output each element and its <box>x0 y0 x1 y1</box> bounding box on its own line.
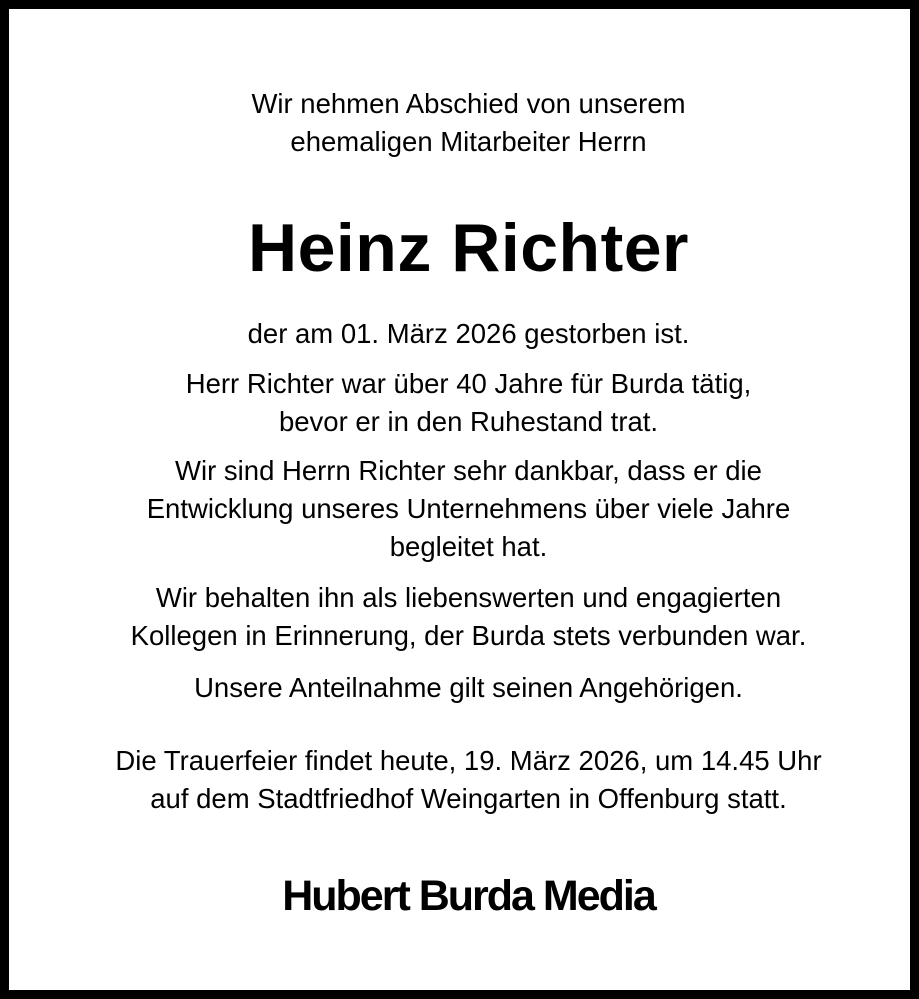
gratitude-line-2: Entwicklung unseres Unternehmens über viele Jahre <box>146 493 791 524</box>
deceased-name: Heinz Richter <box>247 210 690 286</box>
ceremony-line-1: Die Trauerfeier findet heute, 19. März 2026, um 14.45 Uhr <box>115 745 822 776</box>
company-logo: Hubert Burda Media <box>282 872 655 920</box>
condolence-line: Unsere Anteilnahme gilt seinen Angehörigen. <box>194 672 743 703</box>
death-date-line: der am 01. März 2026 gestorben ist. <box>247 318 690 349</box>
remembrance-line-2: Kollegen in Erinnerung, der Burda stets verbunden war. <box>130 620 807 651</box>
intro-line-1: Wir nehmen Abschied von unserem <box>251 88 686 119</box>
gratitude-line-3: begleitet hat. <box>389 531 548 562</box>
career-line-2: bevor er in den Ruhestand trat. <box>278 406 659 437</box>
remembrance-line-1: Wir behalten ihn als liebenswerten und engagierten <box>155 582 782 613</box>
ceremony-line-2: auf dem Stadtfriedhof Weingarten in Offenburg statt. <box>150 783 787 814</box>
gratitude-line-1: Wir sind Herrn Richter sehr dankbar, dass er die <box>175 455 762 486</box>
career-line-1: Herr Richter war über 40 Jahre für Burda tätig, <box>185 368 752 399</box>
intro-line-2: ehemaligen Mitarbeiter Herrn <box>290 126 647 157</box>
